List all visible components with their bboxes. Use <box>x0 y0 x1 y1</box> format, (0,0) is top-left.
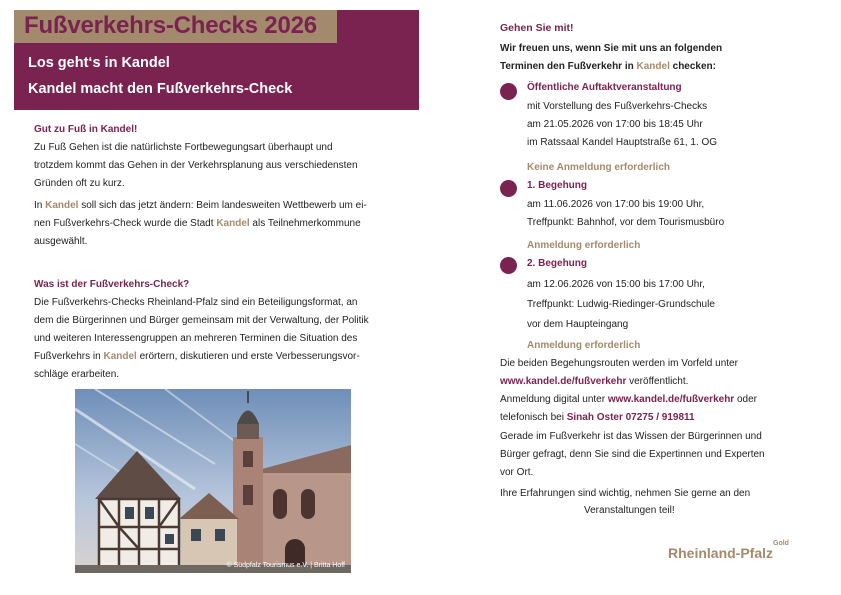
text: Bürger gefragt, denn Sie sind die Expertinnen und Experten <box>500 449 765 460</box>
text: soll sich das jetzt ändern: Beim landesweiten Wettbewerb um ei- <box>78 200 367 211</box>
text: nen Fußverkehrs-Check wurde die Stadt <box>34 218 217 229</box>
paragraph-1-line: Gründen oft zu kurz. <box>34 178 125 189</box>
text: oder <box>734 394 757 405</box>
page-title: Fußverkehrs-Checks 2026 <box>24 12 317 39</box>
text: telefonisch bei <box>500 412 567 423</box>
subtitle-2: Kandel macht den Fußverkehrs-Check <box>28 81 293 97</box>
text: ausgewählt. <box>34 236 88 247</box>
kandel-church-photo <box>75 389 351 573</box>
text: vor Ort. <box>500 467 534 478</box>
event-3-note: Anmeldung erforderlich <box>527 340 641 351</box>
event-line: am 11.06.2026 von 17:00 bis 19:00 Uhr, <box>527 199 705 210</box>
subtitle-1: Los geht‘s in Kandel <box>28 55 170 71</box>
event-3-title: 2. Begehung <box>527 258 588 269</box>
header-banner <box>14 10 419 110</box>
intro <box>500 40 722 76</box>
text: als Teilnehmerkommune <box>249 218 361 229</box>
photo-credit: © Südpfalz Tourismus e.V. | Britta Hoff <box>226 562 345 569</box>
contact-phone: Sinah Oster 07275 / 919811 <box>566 412 695 423</box>
text: Gerade im Fußverkehr ist das Wissen der Bürgerinnen und <box>500 431 762 442</box>
text: Anmeldung digital unter <box>500 394 608 405</box>
event-line: Treffpunkt: Bahnhof, vor dem Tourismusbüro <box>527 217 725 228</box>
event-2-note: Anmeldung erforderlich <box>527 240 641 251</box>
paragraph-1-line: Zu Fuß Gehen ist die natürlichste Fortbewegungsart überhaupt und <box>34 142 333 153</box>
kandel-highlight: Kandel <box>636 61 670 72</box>
paragraph-3-line: Die Fußverkehrs-Checks Rheinland-Pfalz sind ein Beteiligungsformat, an <box>34 297 358 308</box>
paragraph-3-line: und weiteren Interessengruppen an mehreren Terminen die Situation des <box>34 333 358 344</box>
event-2-title: 1. Begehung <box>527 180 588 191</box>
event-3-details <box>527 275 715 335</box>
kandel-highlight: Kandel <box>45 200 79 211</box>
event-line: im Ratssaal Kandel Hauptstraße 61, 1. OG <box>527 137 718 148</box>
event-bullet <box>500 83 517 100</box>
text: Terminen den Fußverkehr in <box>500 61 637 72</box>
rheinland-pfalz-gold-logo <box>668 540 789 561</box>
event-line: Treffpunkt: Ludwig-Riedinger-Grundschule <box>527 299 715 310</box>
event-line: vor dem Haupteingang <box>527 319 629 330</box>
website-link[interactable]: www.kandel.de/fußverkehr <box>607 394 735 405</box>
paragraph-3-line: dem die Bürgerinnen und Bürger gemeinsam mit der Verwaltung, der Politik <box>34 315 369 326</box>
event-1-details <box>527 98 717 152</box>
closing-line-2: Veranstaltungen teil! <box>584 505 675 516</box>
event-bullet <box>500 180 517 197</box>
routes-info <box>500 355 757 427</box>
kandel-highlight: Kandel <box>103 351 137 362</box>
logo-text: Rheinland-Pfalz <box>668 545 774 561</box>
paragraph-1-line: trotzdem kommt das Gehen in der Verkehrsplanung aus verschiedensten <box>34 160 358 171</box>
text: Die beiden Begehungsrouten werden im Vorfeld unter <box>500 358 738 369</box>
heading-gehen-sie-mit: Gehen Sie mit! <box>500 22 574 34</box>
knowledge-paragraph <box>500 428 765 482</box>
event-2-details <box>527 196 724 232</box>
title-box <box>14 10 337 43</box>
paragraph-1 <box>34 139 358 193</box>
event-line: am 12.06.2026 von 15:00 bis 17:00 Uhr, <box>527 279 705 290</box>
logo-sup: Gold <box>773 540 789 548</box>
heading-gut-zu-fuss: Gut zu Fuß in Kandel! <box>34 124 138 135</box>
text: Fußverkehrs in <box>34 351 104 362</box>
event-1-note: Keine Anmeldung erforderlich <box>527 162 670 173</box>
text: In <box>34 200 46 211</box>
event-line: am 21.05.2026 von 17:00 bis 18:45 Uhr <box>527 119 703 130</box>
closing-line-1: Ihre Erfahrungen sind wichtig, nehmen Sie gerne an den <box>500 488 751 499</box>
heading-was-ist: Was ist der Fußverkehrs-Check? <box>34 279 190 290</box>
paragraph-2 <box>34 197 367 251</box>
text: checken: <box>669 61 716 72</box>
intro-line: Wir freuen uns, wenn Sie mit uns an folgenden <box>500 43 723 54</box>
event-1-title: Öffentliche Auftaktveranstaltung <box>527 82 682 93</box>
paragraph-3 <box>34 294 369 384</box>
website-link[interactable]: www.kandel.de/fußverkehr <box>500 376 627 387</box>
kandel-highlight: Kandel <box>216 218 250 229</box>
paragraph-3-line: schläge erarbeiten. <box>34 369 120 380</box>
event-line: mit Vorstellung des Fußverkehrs-Checks <box>527 101 708 112</box>
text: erörtern, diskutieren und erste Verbesserungsvor- <box>136 351 360 362</box>
event-bullet <box>500 257 517 274</box>
text: veröffentlicht. <box>626 376 689 387</box>
